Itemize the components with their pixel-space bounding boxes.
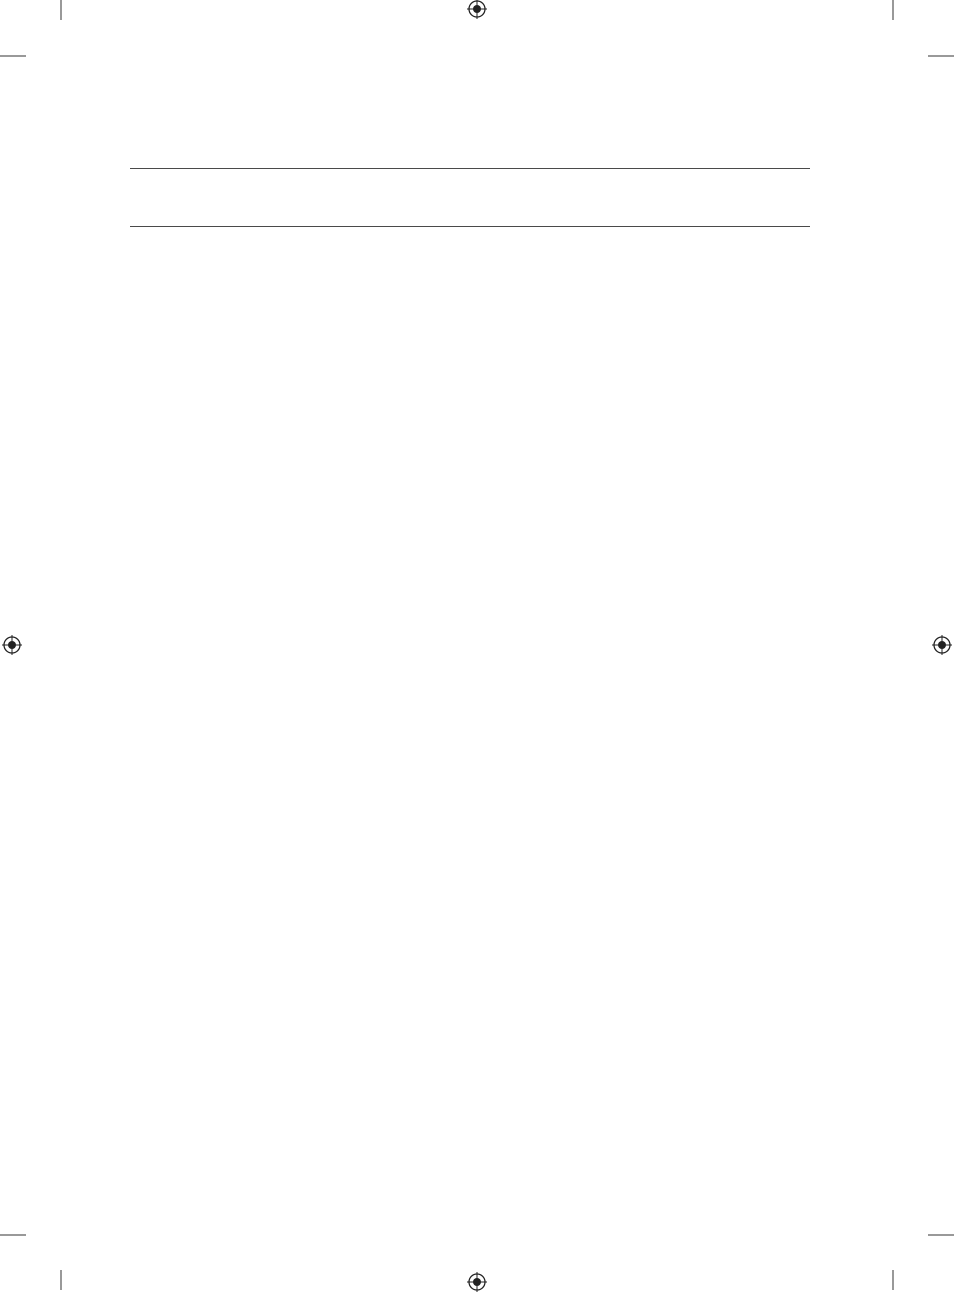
care-symbols-table [130,332,810,1025]
title-rule-top [130,168,810,169]
title-rule-bottom [130,226,810,227]
